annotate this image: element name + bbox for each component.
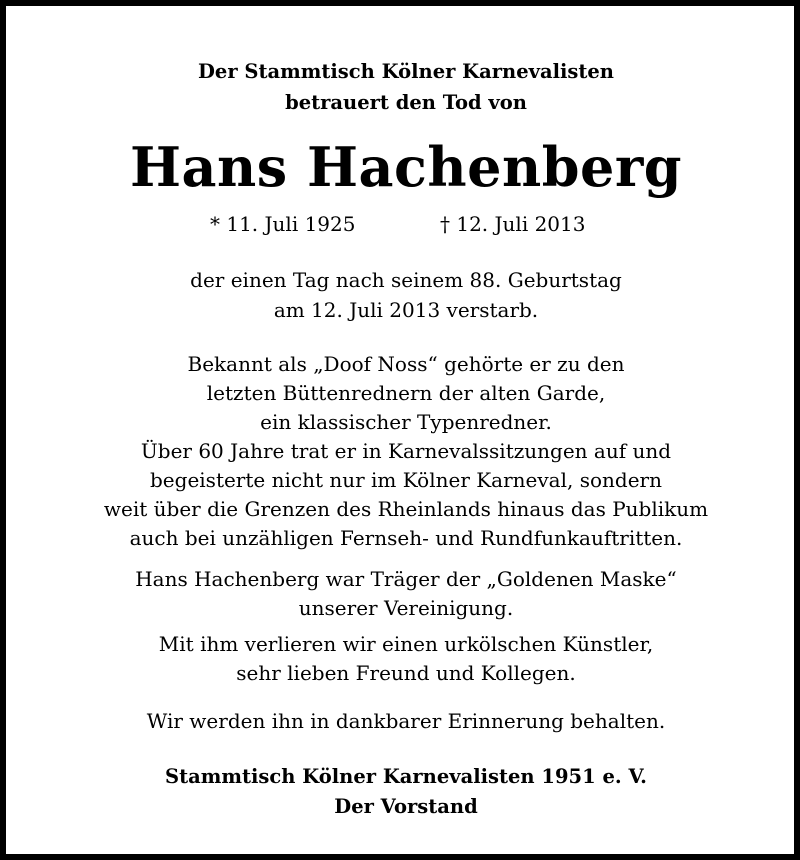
text-line: Über 60 Jahre trat er in Karnevalssitzungen auf und (140, 439, 672, 463)
text-line: der einen Tag nach seinem 88. Geburtstag (190, 268, 622, 292)
intro-line: betrauert den Tod von (285, 91, 527, 114)
text-line: ein klassischer Typenredner. (260, 410, 552, 434)
birth-date: * 11. Juli 1925 (210, 212, 356, 236)
text-line: am 12. Juli 2013 verstarb. (273, 298, 539, 322)
text-line: Bekannt als „Doof Noss“ gehörte er zu den (187, 352, 625, 376)
signature-line: Stammtisch Kölner Karnevalisten 1951 e. V. (165, 765, 647, 788)
text-line: weit über die Grenzen des Rheinlands hinaus das Publikum (103, 497, 709, 521)
text-line: letzten Büttenrednern der alten Garde, (206, 381, 606, 405)
deceased-name: Hans Hachenberg (129, 135, 683, 199)
life-dates (6, 214, 800, 238)
intro-line: Der Stammtisch Kölner Karnevalisten (198, 60, 614, 83)
text-line: Mit ihm verlieren wir einen urkölschen Künstler, (158, 632, 654, 656)
text-line: Hans Hachenberg war Träger der „Goldenen Maske“ (135, 567, 677, 591)
text-line: auch bei unzähligen Fernseh- und Rundfunkauftritten. (129, 526, 683, 550)
text-line: Wir werden ihn in dankbarer Erinnerung behalten. (146, 709, 666, 733)
text-line: begeisterte nicht nur im Kölner Karneval, sondern (150, 468, 662, 492)
death-date: † 12. Juli 2013 (440, 212, 586, 236)
signature-line: Der Vorstand (334, 795, 478, 818)
text-line: unserer Vereinigung. (298, 596, 514, 620)
text-line: sehr lieben Freund und Kollegen. (236, 661, 576, 685)
